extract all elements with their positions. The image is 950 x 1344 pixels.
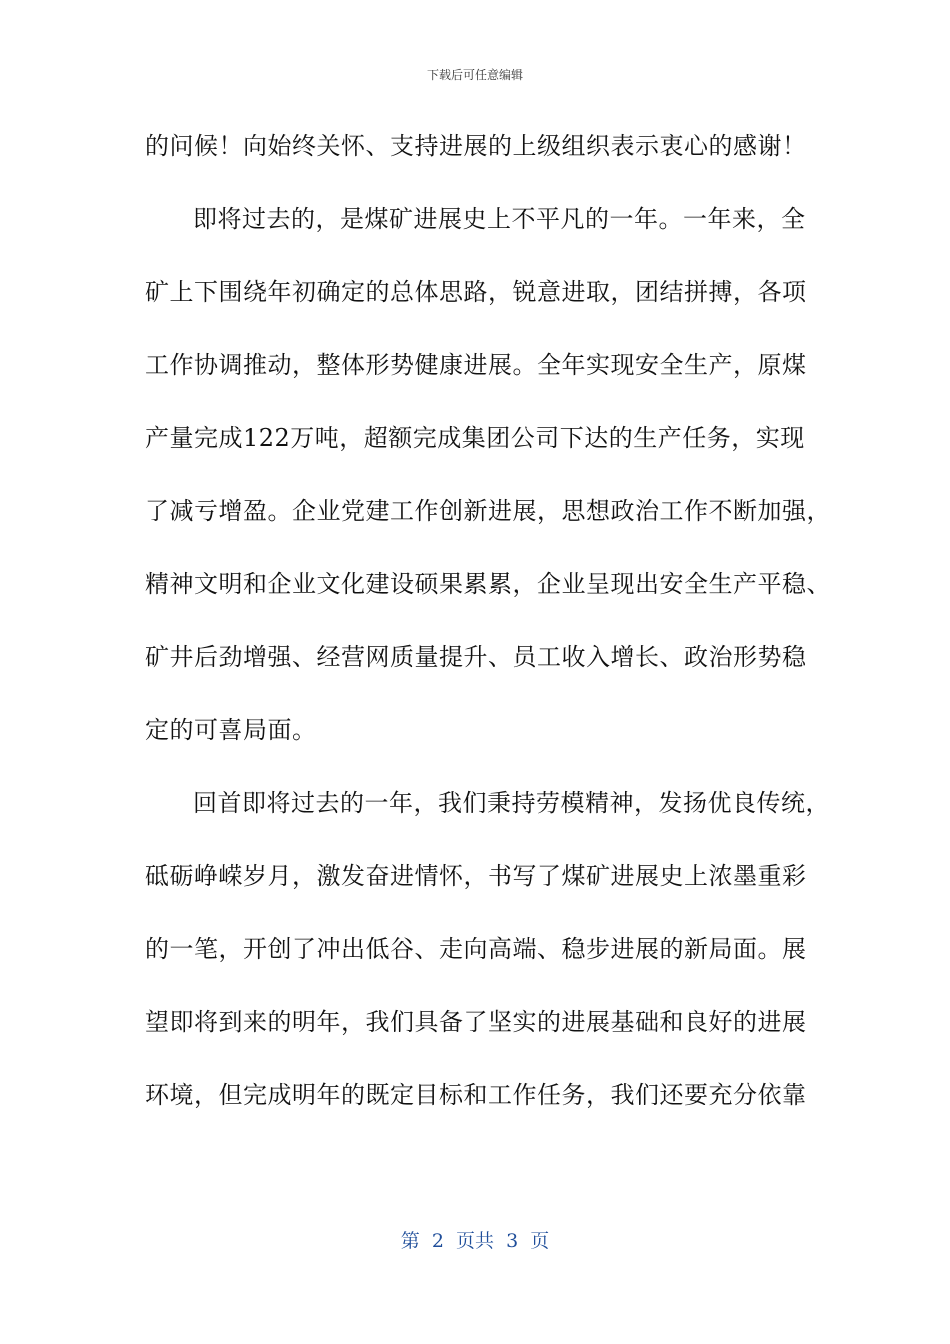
paragraph-start-line: 即将过去的，是煤矿进展史上不平凡的一年。一年来，全 bbox=[193, 205, 806, 233]
text-line: 定的可喜局面。 bbox=[145, 716, 317, 744]
text-line: 砥砺峥嵘岁月，激发奋进情怀，书写了煤矿进展史上浓墨重彩 bbox=[145, 862, 807, 890]
text-line: 望即将到来的明年，我们具备了坚实的进展基础和良好的进展 bbox=[145, 1008, 807, 1036]
text-line: 产量完成122万吨，超额完成集团公司下达的生产任务，实现 bbox=[145, 424, 805, 452]
text-line: 工作协调推动，整体形势健康进展。全年实现安全生产，原煤 bbox=[145, 351, 807, 379]
text-line: 的一笔，开创了冲出低谷、走向高端、稳步进展的新局面。展 bbox=[145, 935, 807, 963]
page-number-footer: 第 2 页共 3 页 bbox=[400, 1230, 550, 1252]
text-line: 的问候！向始终关怀、支持进展的上级组织表示衷心的感谢！ bbox=[145, 132, 807, 160]
page-header: 下载后可任意编辑 bbox=[426, 68, 523, 82]
text-line: 环境，但完成明年的既定目标和工作任务，我们还要充分依靠 bbox=[145, 1081, 807, 1109]
document-body bbox=[145, 126, 831, 1148]
text-line: 精神文明和企业文化建设硕果累累，企业呈现出安全生产平稳、 bbox=[145, 570, 831, 598]
paragraph-start-line: 回首即将过去的一年，我们秉持劳模精神，发扬优良传统， bbox=[193, 789, 830, 817]
text-line: 矿井后劲增强、经营网质量提升、员工收入增长、政治形势稳 bbox=[145, 643, 807, 671]
text-line: 矿上下围绕年初确定的总体思路，锐意进取，团结拼搏，各项 bbox=[145, 278, 807, 306]
text-line: 了减亏增盈。企业党建工作创新进展，思想政治工作不断加强， bbox=[145, 497, 831, 525]
